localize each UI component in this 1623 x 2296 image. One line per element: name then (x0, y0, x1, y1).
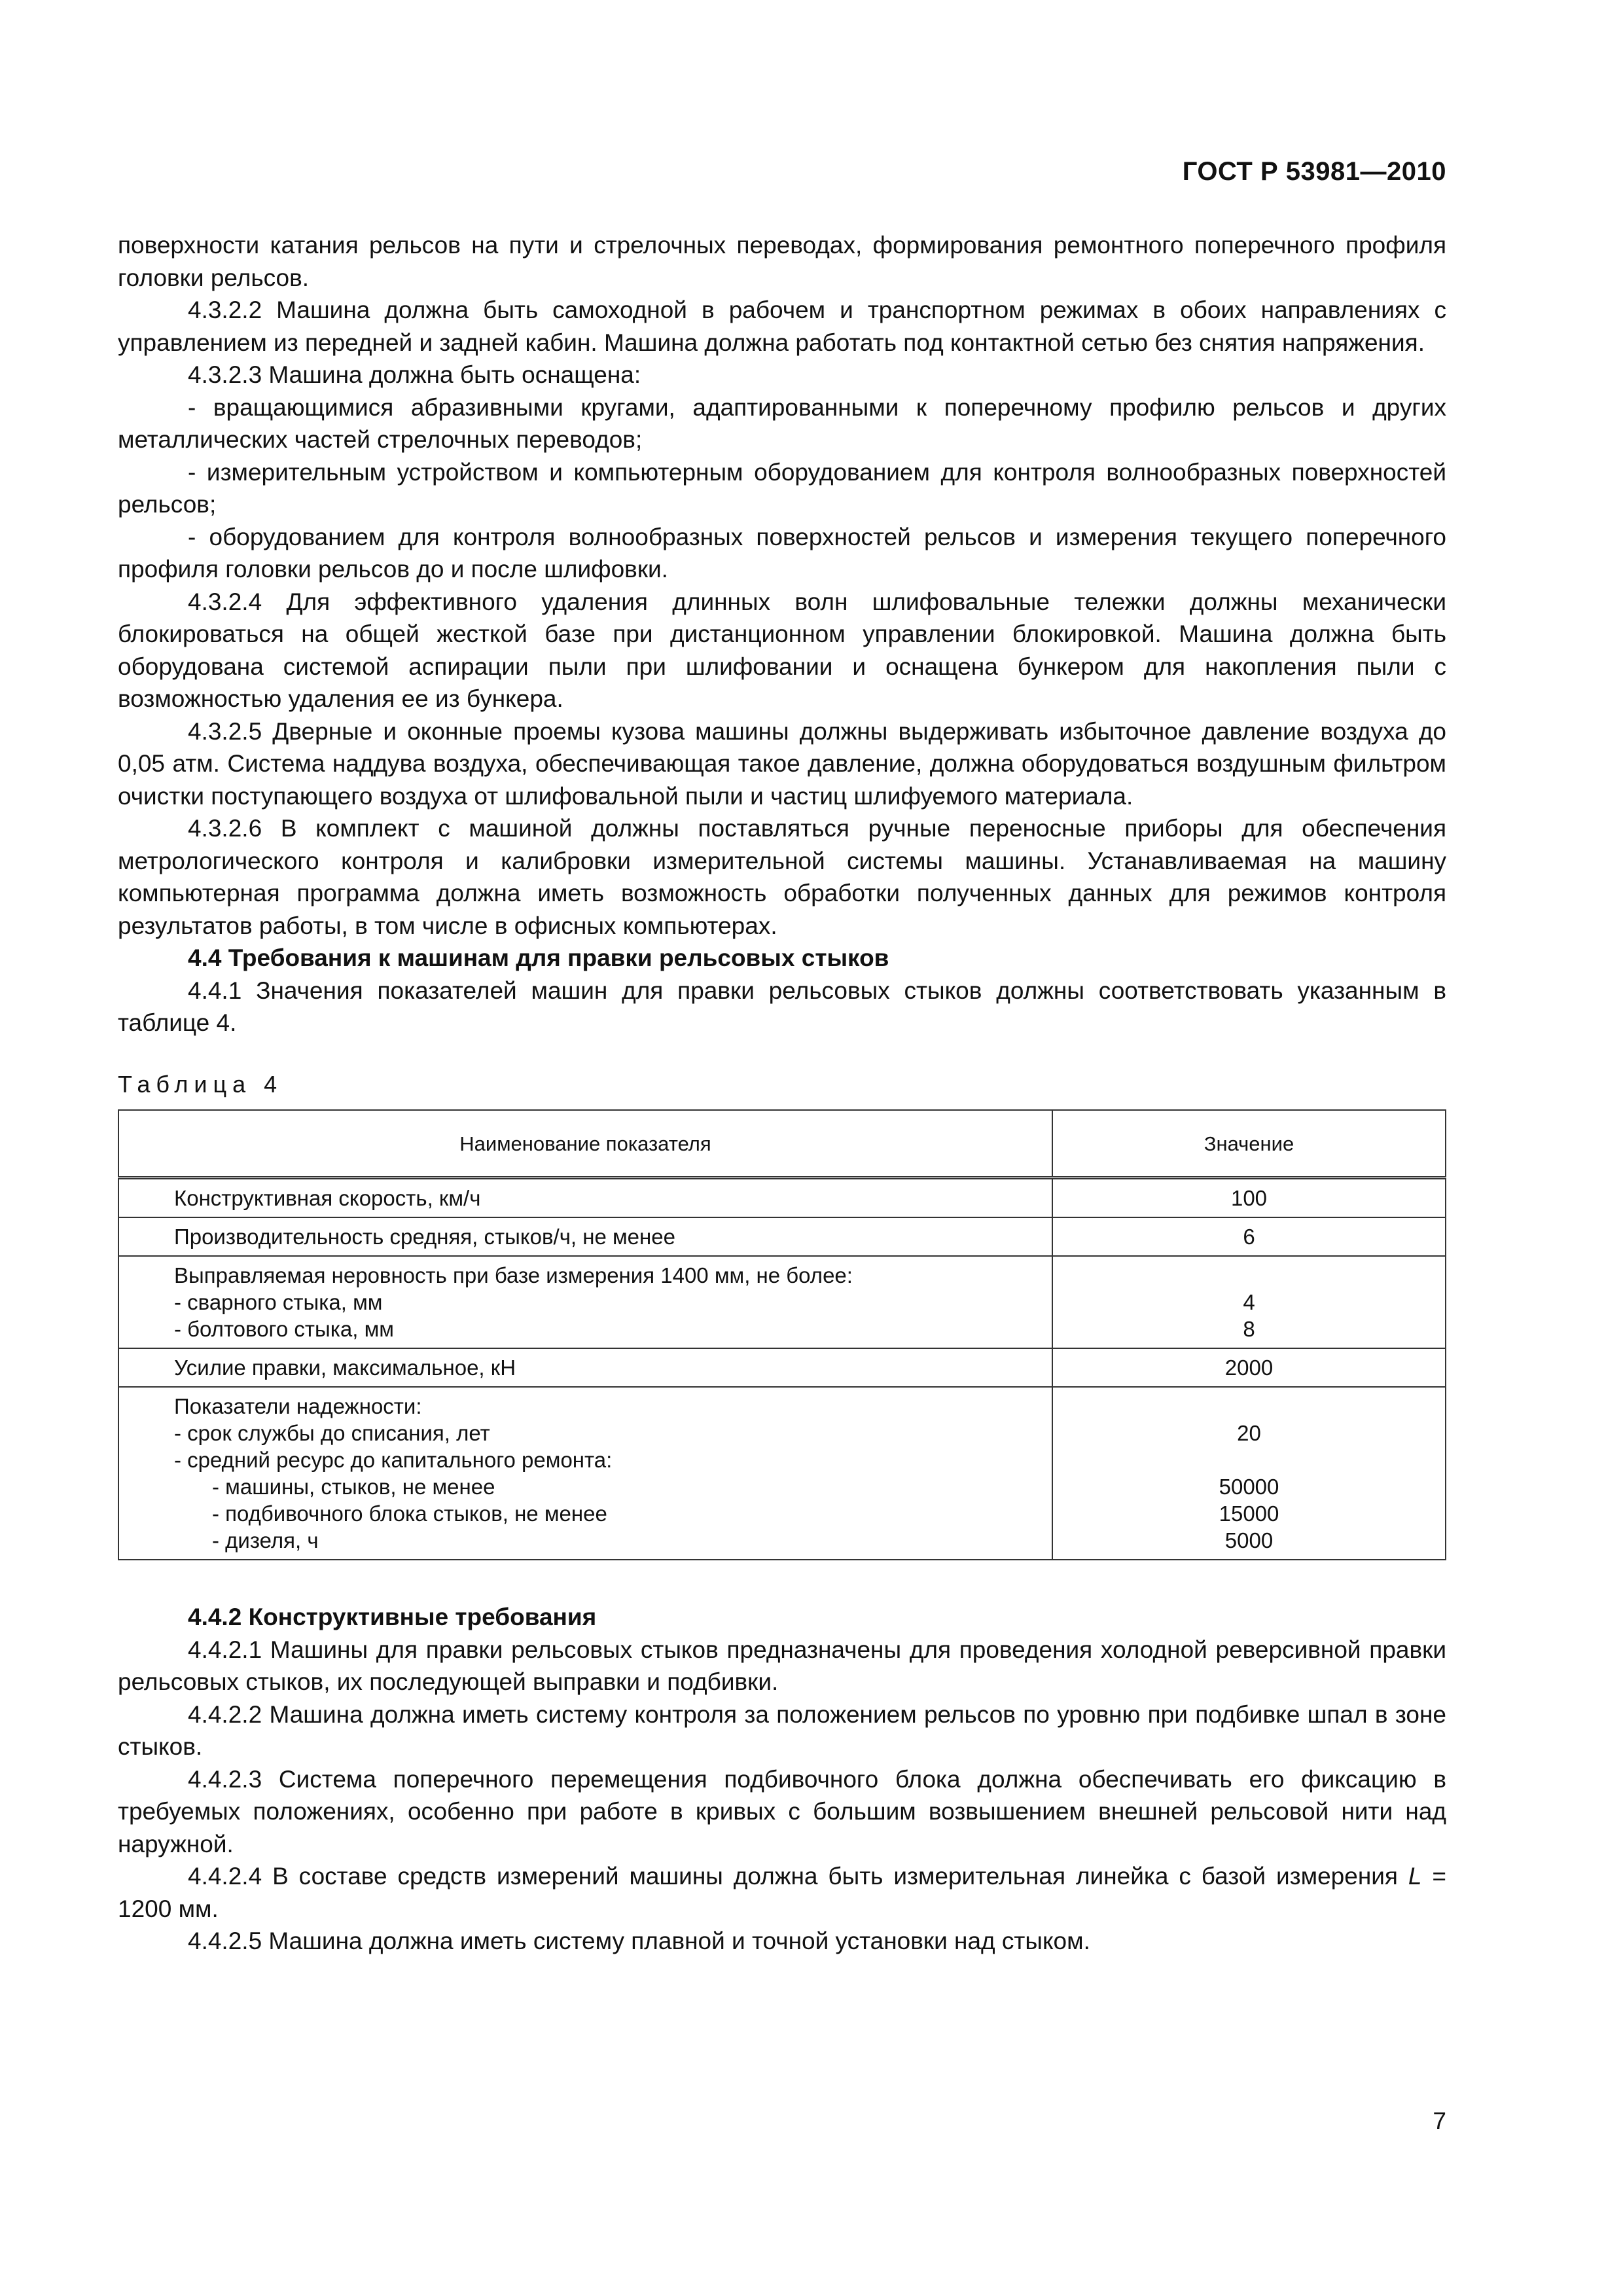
table-cell-line: Показатели надежности: (174, 1394, 422, 1418)
table-header-name: Наименование показателя (118, 1110, 1052, 1178)
page-number: 7 (1433, 2108, 1446, 2134)
table-cell-line: - срок службы до списания, лет (174, 1421, 490, 1445)
table-header-value: Значение (1052, 1110, 1446, 1178)
paragraph-4-4-2-4 (118, 1860, 1446, 1925)
table-cell-line: - болтового стыка, мм (174, 1317, 394, 1341)
table-cell-line: 4 (1243, 1290, 1255, 1314)
table-cell-name (118, 1256, 1052, 1348)
table-caption: Таблица 4 (118, 1070, 283, 1098)
table-cell-line: 50000 (1219, 1475, 1279, 1499)
table-cell-line: 15000 (1219, 1501, 1279, 1526)
table-row (118, 1217, 1446, 1256)
table-cell-line: - подбивочного блока стыков, не менее (212, 1501, 607, 1526)
table-cell-line: - сварного стыка, мм (174, 1290, 383, 1314)
paragraph-4-4-2-1: 4.4.2.1 Машины для правки рельсовых стыков предназначены для проведения холодной реверсивной правки рельсовых стыков, их последующей выправки и подбивки. (118, 1636, 1446, 1695)
table-cell-value: 2000 (1052, 1348, 1446, 1387)
table-cell-line: - дизеля, ч (212, 1528, 319, 1552)
paragraph-text: = 1200 мм. (118, 1863, 1446, 1922)
table-cell-line: 5000 (1224, 1528, 1274, 1552)
table-cell-value (1052, 1387, 1446, 1560)
document-body (118, 229, 1446, 1958)
table-cell-line: - средний ресурс до капитального ремонта: (174, 1448, 613, 1472)
table-row (118, 1178, 1446, 1218)
document-page (118, 0, 1446, 2296)
list-item-equipment: - оборудованием для контроля волнообразных поверхностей рельсов и измерения текущего поперечного профиля головки рельсов до и после шлифовки. (118, 523, 1446, 583)
table-4 (118, 1109, 1446, 1560)
table-cell-value (1052, 1256, 1446, 1348)
table-cell-name: Конструктивная скорость, км/ч (118, 1178, 1052, 1218)
document-header-id: ГОСТ Р 53981—2010 (1182, 157, 1446, 186)
list-item-abrasive: - вращающимися абразивными кругами, адаптированными к поперечному профилю рельсов и других металлических частей стрелочных переводов; (118, 393, 1446, 453)
section-heading-4-4-2: 4.4.2 Конструктивные требования (188, 1604, 597, 1630)
paragraph-4-4-2-5: 4.4.2.5 Машина должна иметь систему плавной и точной установки над стыком. (188, 1928, 1090, 1954)
paragraph-continuation: поверхности катания рельсов на пути и стрелочных переводах, формирования ремонтного поперечного профиля головки рельсов. (118, 232, 1446, 291)
paragraph-4-4-2-3: 4.4.2.3 Система поперечного перемещения подбивочного блока должна обеспечивать его фиксацию в требуемых положениях, особенно при работе в кривых с большим возвышением внешней рельсовой нити над наружной. (118, 1765, 1446, 1857)
table-header-row (118, 1110, 1446, 1178)
table-row (118, 1256, 1446, 1348)
table-cell-name (118, 1387, 1052, 1560)
paragraph-4-3-2-6: 4.3.2.6 В комплект с машиной должны поставляться ручные переносные приборы для обеспечения метрологического контроля и калибровки измерительной системы машины. Устанавливаемая на машину компьютерная программа должна иметь возможность обработки полученных данных для режимов контроля результатов работы, в том числе в офисных компьютерах. (118, 815, 1446, 939)
paragraph-4-3-2-5: 4.3.2.5 Дверные и оконные проемы кузова машины должны выдерживать избыточное давление воздуха до 0,05 атм. Система наддува воздуха, обеспечивающая такое давление, должна оборудоваться воздушным фильтром очистки поступающего воздуха от шлифовальной пыли и частиц шлифуемого материала. (118, 717, 1446, 810)
paragraph-4-3-2-4: 4.3.2.4 Для эффективного удаления длинных волн шлифовальные тележки должны механически блокироваться на общей жесткой базе при дистанционном управлении блокировкой. Машина должна быть оборудована системой аспирации пыли при шлифовании и оснащена бункером для накопления пыли с возможностью удаления ее из бункера. (118, 588, 1446, 712)
table-cell-line: 20 (1237, 1421, 1261, 1445)
paragraph-4-4-1: 4.4.1 Значения показателей машин для правки рельсовых стыков должны соответствовать указанным в таблице 4. (118, 977, 1446, 1036)
table-cell-name: Усилие правки, максимальное, кН (118, 1348, 1052, 1387)
paragraph-4-3-2-2: 4.3.2.2 Машина должна быть самоходной в рабочем и транспортном режимах в обоих направлениях с управлением из передней и задней кабин. Машина должна работать под контактной сетью без снятия напряжения. (118, 296, 1446, 356)
section-heading-4-4: 4.4 Требования к машинам для правки рельсовых стыков (188, 944, 889, 971)
table-cell-line: 8 (1243, 1317, 1255, 1341)
table-cell-line: Выправляемая неровность при базе измерения 1400 мм, не более: (174, 1263, 853, 1287)
table-cell-line: - машины, стыков, не менее (212, 1475, 495, 1499)
table-cell-value: 6 (1052, 1217, 1446, 1256)
paragraph-4-3-2-3: 4.3.2.3 Машина должна быть оснащена: (188, 361, 641, 388)
table-row (118, 1387, 1446, 1560)
table-cell-value: 100 (1052, 1178, 1446, 1218)
list-item-measuring: - измерительным устройством и компьютерным оборудованием для контроля волнообразных поверхностей рельсов; (118, 458, 1446, 518)
table-row (118, 1348, 1446, 1387)
table-cell-name: Производительность средняя, стыков/ч, не менее (118, 1217, 1052, 1256)
paragraph-4-4-2-2: 4.4.2.2 Машина должна иметь систему контроля за положением рельсов по уровню при подбивке шпал в зоне стыков. (118, 1700, 1446, 1760)
variable-l: L (1408, 1863, 1422, 1890)
paragraph-text: 4.4.2.4 В составе средств измерений машины должна быть измерительная линейка с базой измерения (188, 1863, 1408, 1890)
